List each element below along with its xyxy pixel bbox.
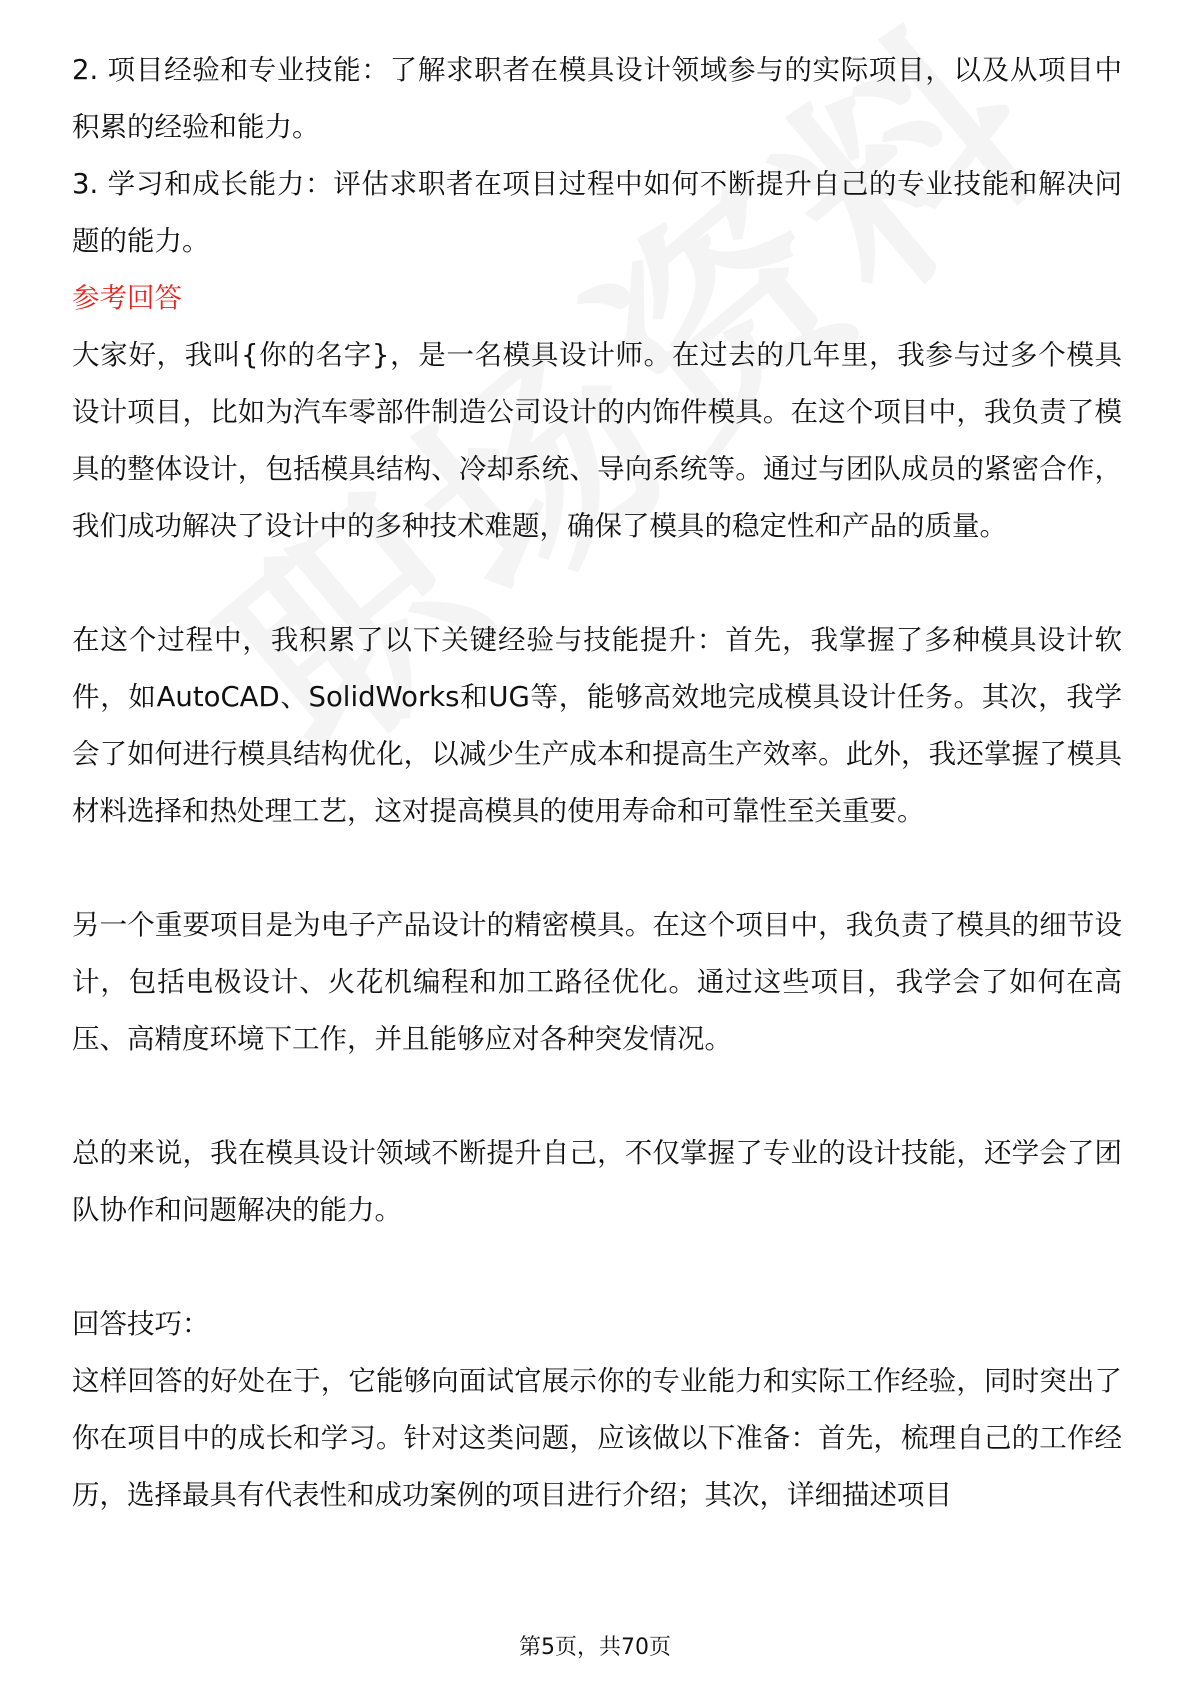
point-item: 3. 学习和成长能力：评估求职者在项目过程中如何不断提升自己的专业技能和解决问题的能力。 — [72, 168, 1122, 257]
paragraph-gap — [72, 840, 1122, 897]
answer-heading: 参考回答 — [72, 282, 182, 314]
answer-paragraph: 大家好，我叫{你的名字}，是一名模具设计师。在过去的几年里，我参与过多个模具设计项目，比如为汽车零部件制造公司设计的内饰件模具。在这个项目中，我负责了模具的整体设计，包括模具结构、冷却系统、导向系统等。通过与团队成员的紧密合作，我们成功解决了设计中的多种技术难题，确保了模具的稳定性和产品的质量。 — [72, 339, 1122, 542]
answer-paragraph: 另一个重要项目是为电子产品设计的精密模具。在这个项目中，我负责了模具的细节设计，包括电极设计、火花机编程和加工路径优化。通过这些项目，我学会了如何在高压、高精度环境下工作，并且能够应对各种突发情况。 — [72, 909, 1122, 1055]
paragraph-gap — [72, 1068, 1122, 1125]
paragraph-gap — [72, 1239, 1122, 1296]
document-body — [72, 42, 1122, 1524]
page-number: 第5页，共70页 — [519, 1635, 671, 1660]
paragraph-gap — [72, 555, 1122, 612]
page-footer — [0, 1630, 1190, 1661]
tips-label: 回答技巧： — [72, 1308, 210, 1340]
answer-paragraph: 总的来说，我在模具设计领域不断提升自己，不仅掌握了专业的设计技能，还学会了团队协作和问题解决的能力。 — [72, 1137, 1122, 1226]
tips-paragraph: 这样回答的好处在于，它能够向面试官展示你的专业能力和实际工作经验，同时突出了你在项目中的成长和学习。针对这类问题，应该做以下准备：首先，梳理自己的工作经历，选择最具有代表性和成功案例的项目进行介绍；其次，详细描述项目 — [72, 1365, 1122, 1511]
point-item: 2. 项目经验和专业技能：了解求职者在模具设计领域参与的实际项目，以及从项目中积累的经验和能力。 — [72, 54, 1122, 143]
answer-paragraph: 在这个过程中，我积累了以下关键经验与技能提升：首先，我掌握了多种模具设计软件，如AutoCAD、SolidWorks和UG等，能够高效地完成模具设计任务。其次，我学会了如何进行模具结构优化，以减少生产成本和提高生产效率。此外，我还掌握了模具材料选择和热处理工艺，这对提高模具的使用寿命和可靠性至关重要。 — [72, 624, 1122, 827]
